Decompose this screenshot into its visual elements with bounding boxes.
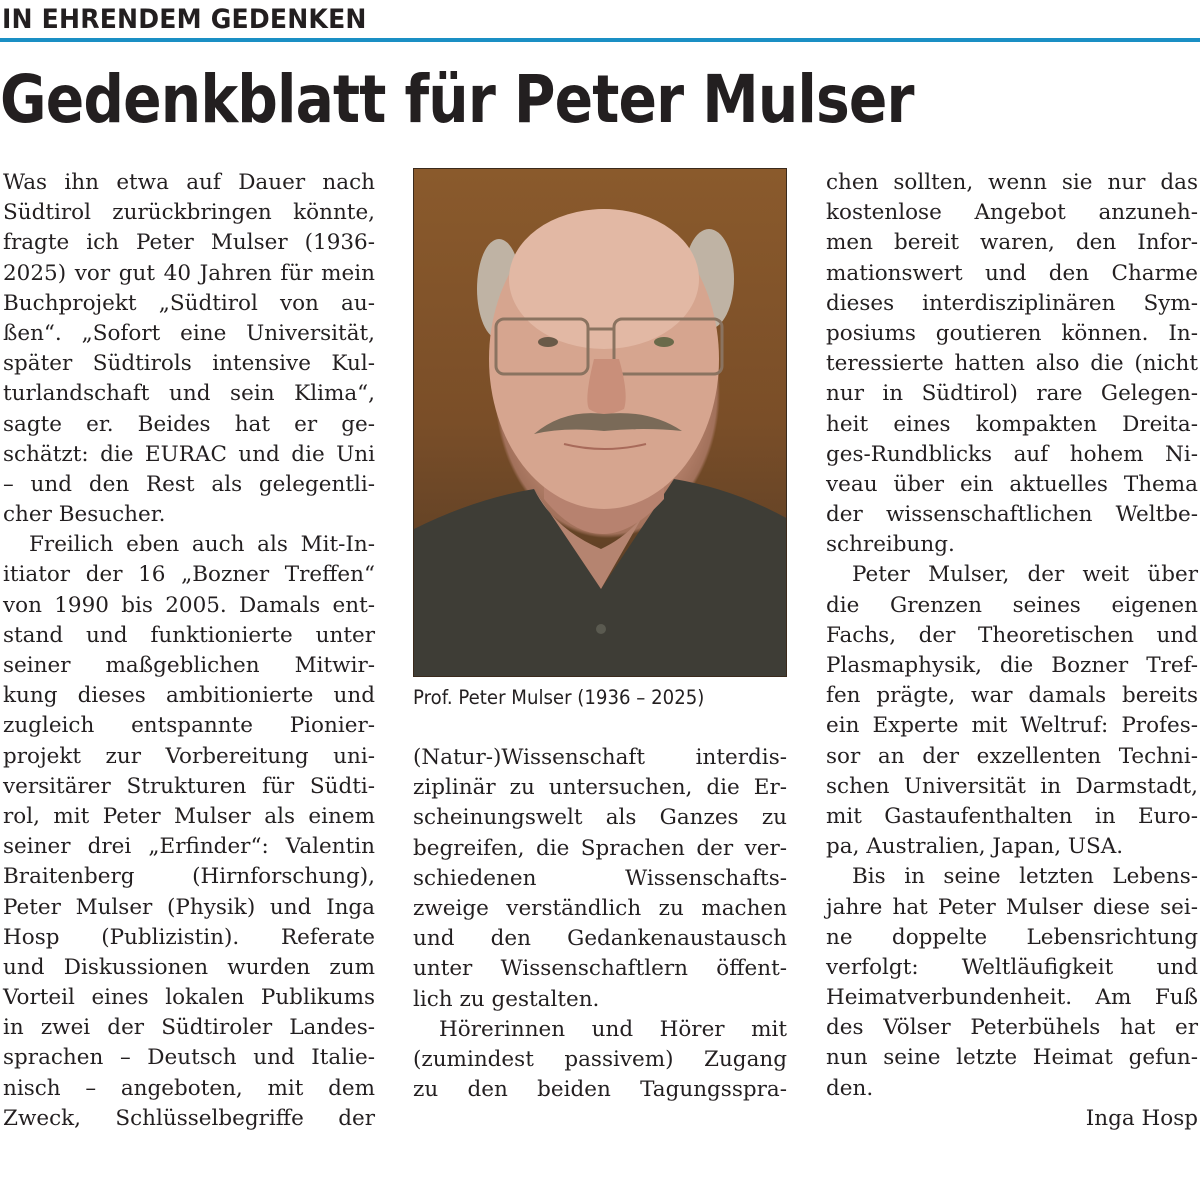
text-line: der wissenschaftlichen Weltbe- [826,502,1198,528]
text-line: projekt zur Vorbereitung uni- [3,743,375,769]
text-line: Buchprojekt „Südtirol von au- [3,290,375,316]
text-line: men bereit waren, den Infor- [826,230,1198,256]
text-line: kostenlose Angebot anzuneh- [826,200,1198,226]
text-line: veau über ein aktuelles Thema [826,471,1198,497]
text-line: schen Universität in Darmstadt, [826,773,1198,799]
text-line: des Völser Peterbühels hat er [826,1015,1198,1041]
paragraph-start-line: Peter Mulser, der weit über [852,562,1198,588]
text-line: mit Gastaufenthalten in Euro- [826,803,1198,829]
text-line: Zweck, Schlüsselbegriffe der [3,1105,375,1131]
portrait-illustration [414,169,787,677]
article-column-2 [413,743,787,1105]
section-kicker: IN EHRENDEM GEDENKEN [2,4,367,35]
text-line: zweige verständlich zu machen [413,895,787,921]
text-line: pa, Australien, Japan, USA. [826,834,1124,860]
text-line: itiator der 16 „Bozner Treffen“ [3,562,375,588]
text-line: lich zu gestalten. [413,986,600,1012]
text-line: seiner maßgeblichen Mitwir- [3,653,375,678]
text-line: posiums goutieren können. In- [826,320,1198,346]
text-line: Plasmaphysik, die Bozner Tref- [826,653,1198,678]
text-line: teressierte hatten also die (nicht [826,351,1198,377]
section-rule [0,38,1200,42]
text-line: und Diskussionen wurden zum [3,954,375,980]
text-line: von 1990 bis 2005. Damals ent- [3,592,375,618]
text-line: fen prägte, war damals bereits [826,683,1198,709]
text-line: stand und funktionierte unter [3,622,375,648]
text-line: (Natur-)Wissenschaft interdis- [413,745,787,770]
text-line: in zwei der Südtiroler Landes- [3,1015,375,1041]
text-line: chen sollten, wenn sie nur das [826,170,1198,195]
text-line: (zumindest passivem) Zugang [413,1046,787,1072]
text-line: Peter Mulser (Physik) und Inga [3,894,375,920]
text-line: nun seine letzte Heimat gefun- [826,1045,1198,1071]
text-line: schreibung. [826,532,955,558]
text-line: sagte er. Beides hat er ge- [3,411,375,437]
text-line: sor an der exzellenten Techni- [826,743,1198,769]
text-line: zugleich entspannte Pionier- [3,713,375,739]
article-column-1 [3,168,375,1134]
text-line: ziplinär zu untersuchen, die Er- [413,775,787,801]
text-line: rol, mit Peter Mulser als einem [3,803,375,829]
text-line: kung dieses ambitionierte und [3,683,375,709]
text-line: Vorteil eines lokalen Publikums [3,985,375,1011]
text-line: heit eines kompakten Dreita- [826,411,1198,437]
text-line: jahre hat Peter Mulser diese sei- [826,894,1198,920]
text-line: später Südtirols intensive Kul- [3,351,375,377]
text-line: ne doppelte Lebensrichtung [826,924,1198,950]
text-line: Fachs, der Theoretischen und [826,622,1198,648]
text-line: Südtirol zurückbringen könnte, [3,200,375,226]
text-line: versitärer Strukturen für Südti- [3,773,375,799]
article-column-3 [826,168,1198,1134]
text-line: sprachen – Deutsch und Italie- [3,1045,375,1071]
article-headline: Gedenkblatt für Peter Mulser [0,61,914,138]
text-line: Braitenberg (Hirnforschung), [3,864,375,890]
text-line: und den Gedankenaustausch [413,926,787,952]
text-line: schiedenen Wissenschafts- [413,865,787,891]
text-line: zu den beiden Tagungsspra- [413,1077,787,1103]
text-line: Heimatverbundenheit. Am Fuß [826,985,1198,1011]
text-line: scheinungswelt als Ganzes zu [413,805,787,831]
text-line: ges-Rundblicks auf hohem Ni- [826,441,1198,467]
text-line: – und den Rest als gelegentli- [3,471,375,497]
text-line: begreifen, die Sprachen der ver- [413,835,787,861]
text-line: Was ihn etwa auf Dauer nach [3,170,375,195]
text-line: ein Experte mit Weltruf: Profes- [826,713,1198,739]
text-line: unter Wissenschaftlern öffent- [413,956,787,982]
text-line: den. [826,1075,874,1101]
text-line: verfolgt: Weltläufigkeit und [826,954,1198,980]
text-line: seiner drei „Erfinder“: Valentin [3,834,375,860]
paragraph-start-line: Bis in seine letzten Lebens- [852,864,1198,890]
text-line: Hosp (Publizistin). Referate [3,924,375,950]
text-line: die Grenzen seines eigenen [826,592,1198,618]
text-line: turlandschaft und sein Klima“, [3,381,375,407]
text-line: cher Besucher. [3,502,166,528]
text-line: fragte ich Peter Mulser (1936- [3,230,375,256]
portrait-photo [413,168,787,677]
text-line: 2025) vor gut 40 Jahren für mein [3,260,375,286]
author-byline: Inga Hosp [1085,1105,1198,1131]
text-line: dieses interdisziplinären Sym- [826,290,1198,316]
text-line: mationswert und den Charme [826,260,1198,286]
photo-caption: Prof. Peter Mulser (1936 – 2025) [413,686,705,709]
text-line: nisch – angeboten, mit dem [3,1075,375,1101]
text-line: nur in Südtirol) rare Gelegen- [826,381,1198,407]
text-line: schätzt: die EURAC und die Uni [3,441,375,467]
paragraph-start-line: Freilich eben auch als Mit-In- [29,532,375,558]
text-line: ßen“. „Sofort eine Universität, [3,320,375,346]
paragraph-start-line: Hörerinnen und Hörer mit [439,1016,787,1042]
